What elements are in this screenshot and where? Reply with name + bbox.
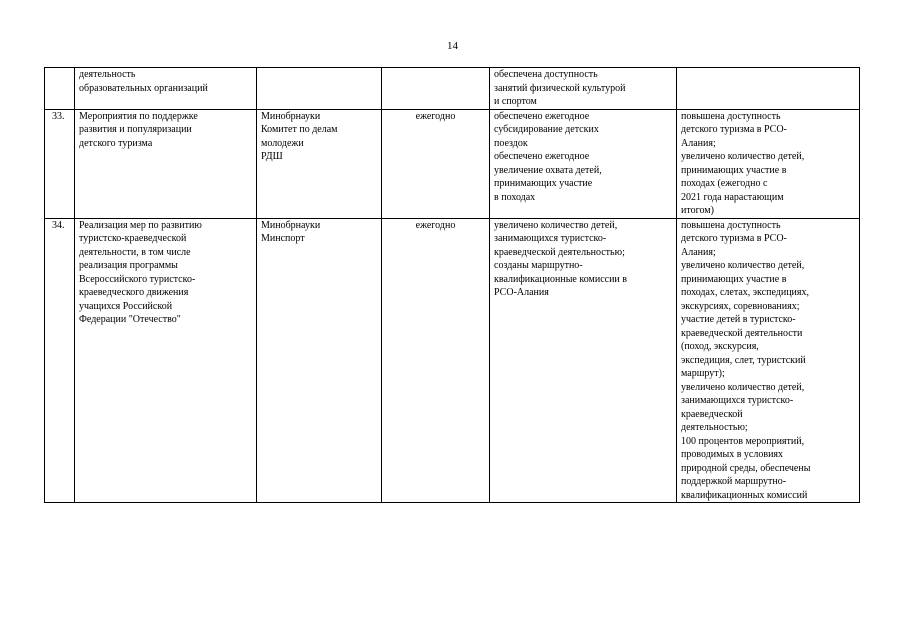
term-cell: ежегодно <box>382 109 490 218</box>
effect-cell: повышена доступность детского туризма в РСО- Алания; увеличено количество детей, принимающих участие в походах (ежегодно с 2021 года нарастающим итогом) <box>677 109 860 218</box>
result-cell: обеспечена доступность занятий физической культурой и спортом <box>490 68 677 110</box>
executors-cell <box>257 68 382 110</box>
row-number-cell: 34. <box>45 218 75 503</box>
activity-cell: Мероприятия по поддержке развития и популяризации детского туризма <box>75 109 257 218</box>
row-number-cell: 33. <box>45 109 75 218</box>
term-cell <box>382 68 490 110</box>
effect-cell <box>677 68 860 110</box>
table-row <box>45 218 860 503</box>
activity-cell: деятельность образовательных организаций <box>75 68 257 110</box>
measures-table <box>44 67 860 503</box>
executors-cell: Минобрнауки Комитет по делам молодежи РДШ <box>257 109 382 218</box>
result-cell: увеличено количество детей, занимающихся туристско- краеведческой деятельностью; созданы маршрутно- квалификационные комиссии в РСО-Алания <box>490 218 677 503</box>
table-row <box>45 109 860 218</box>
table-row <box>45 68 860 110</box>
result-cell: обеспечено ежегодное субсидирование детских поездок обеспечено ежегодное увеличение охвата детей, принимающих участие в походах <box>490 109 677 218</box>
executors-cell: Минобрнауки Минспорт <box>257 218 382 503</box>
effect-cell: повышена доступность детского туризма в РСО- Алания; увеличено количество детей, принимающих участие в походах, слетах, экспедициях, экскурсиях, соревнованиях; участие детей в туристско- краеведческой деятельности (поход, экскурсия, экспедиция, слет, туристский маршрут); увеличено количество детей, занимающихся туристско- краеведческой деятельностью; 100 процентов мероприятий, проводимых в условиях природной среды, обеспечены поддержкой маршрутно- квалификационных комиссий <box>677 218 860 503</box>
term-cell: ежегодно <box>382 218 490 503</box>
activity-cell: Реализация мер по развитию туристско-краеведческой деятельности, в том числе реализация программы Всероссийского туристско- краеведческого движения учащихся Российской Федерации "Отечество" <box>75 218 257 503</box>
page-number: 14 <box>447 40 458 52</box>
row-number-cell <box>45 68 75 110</box>
